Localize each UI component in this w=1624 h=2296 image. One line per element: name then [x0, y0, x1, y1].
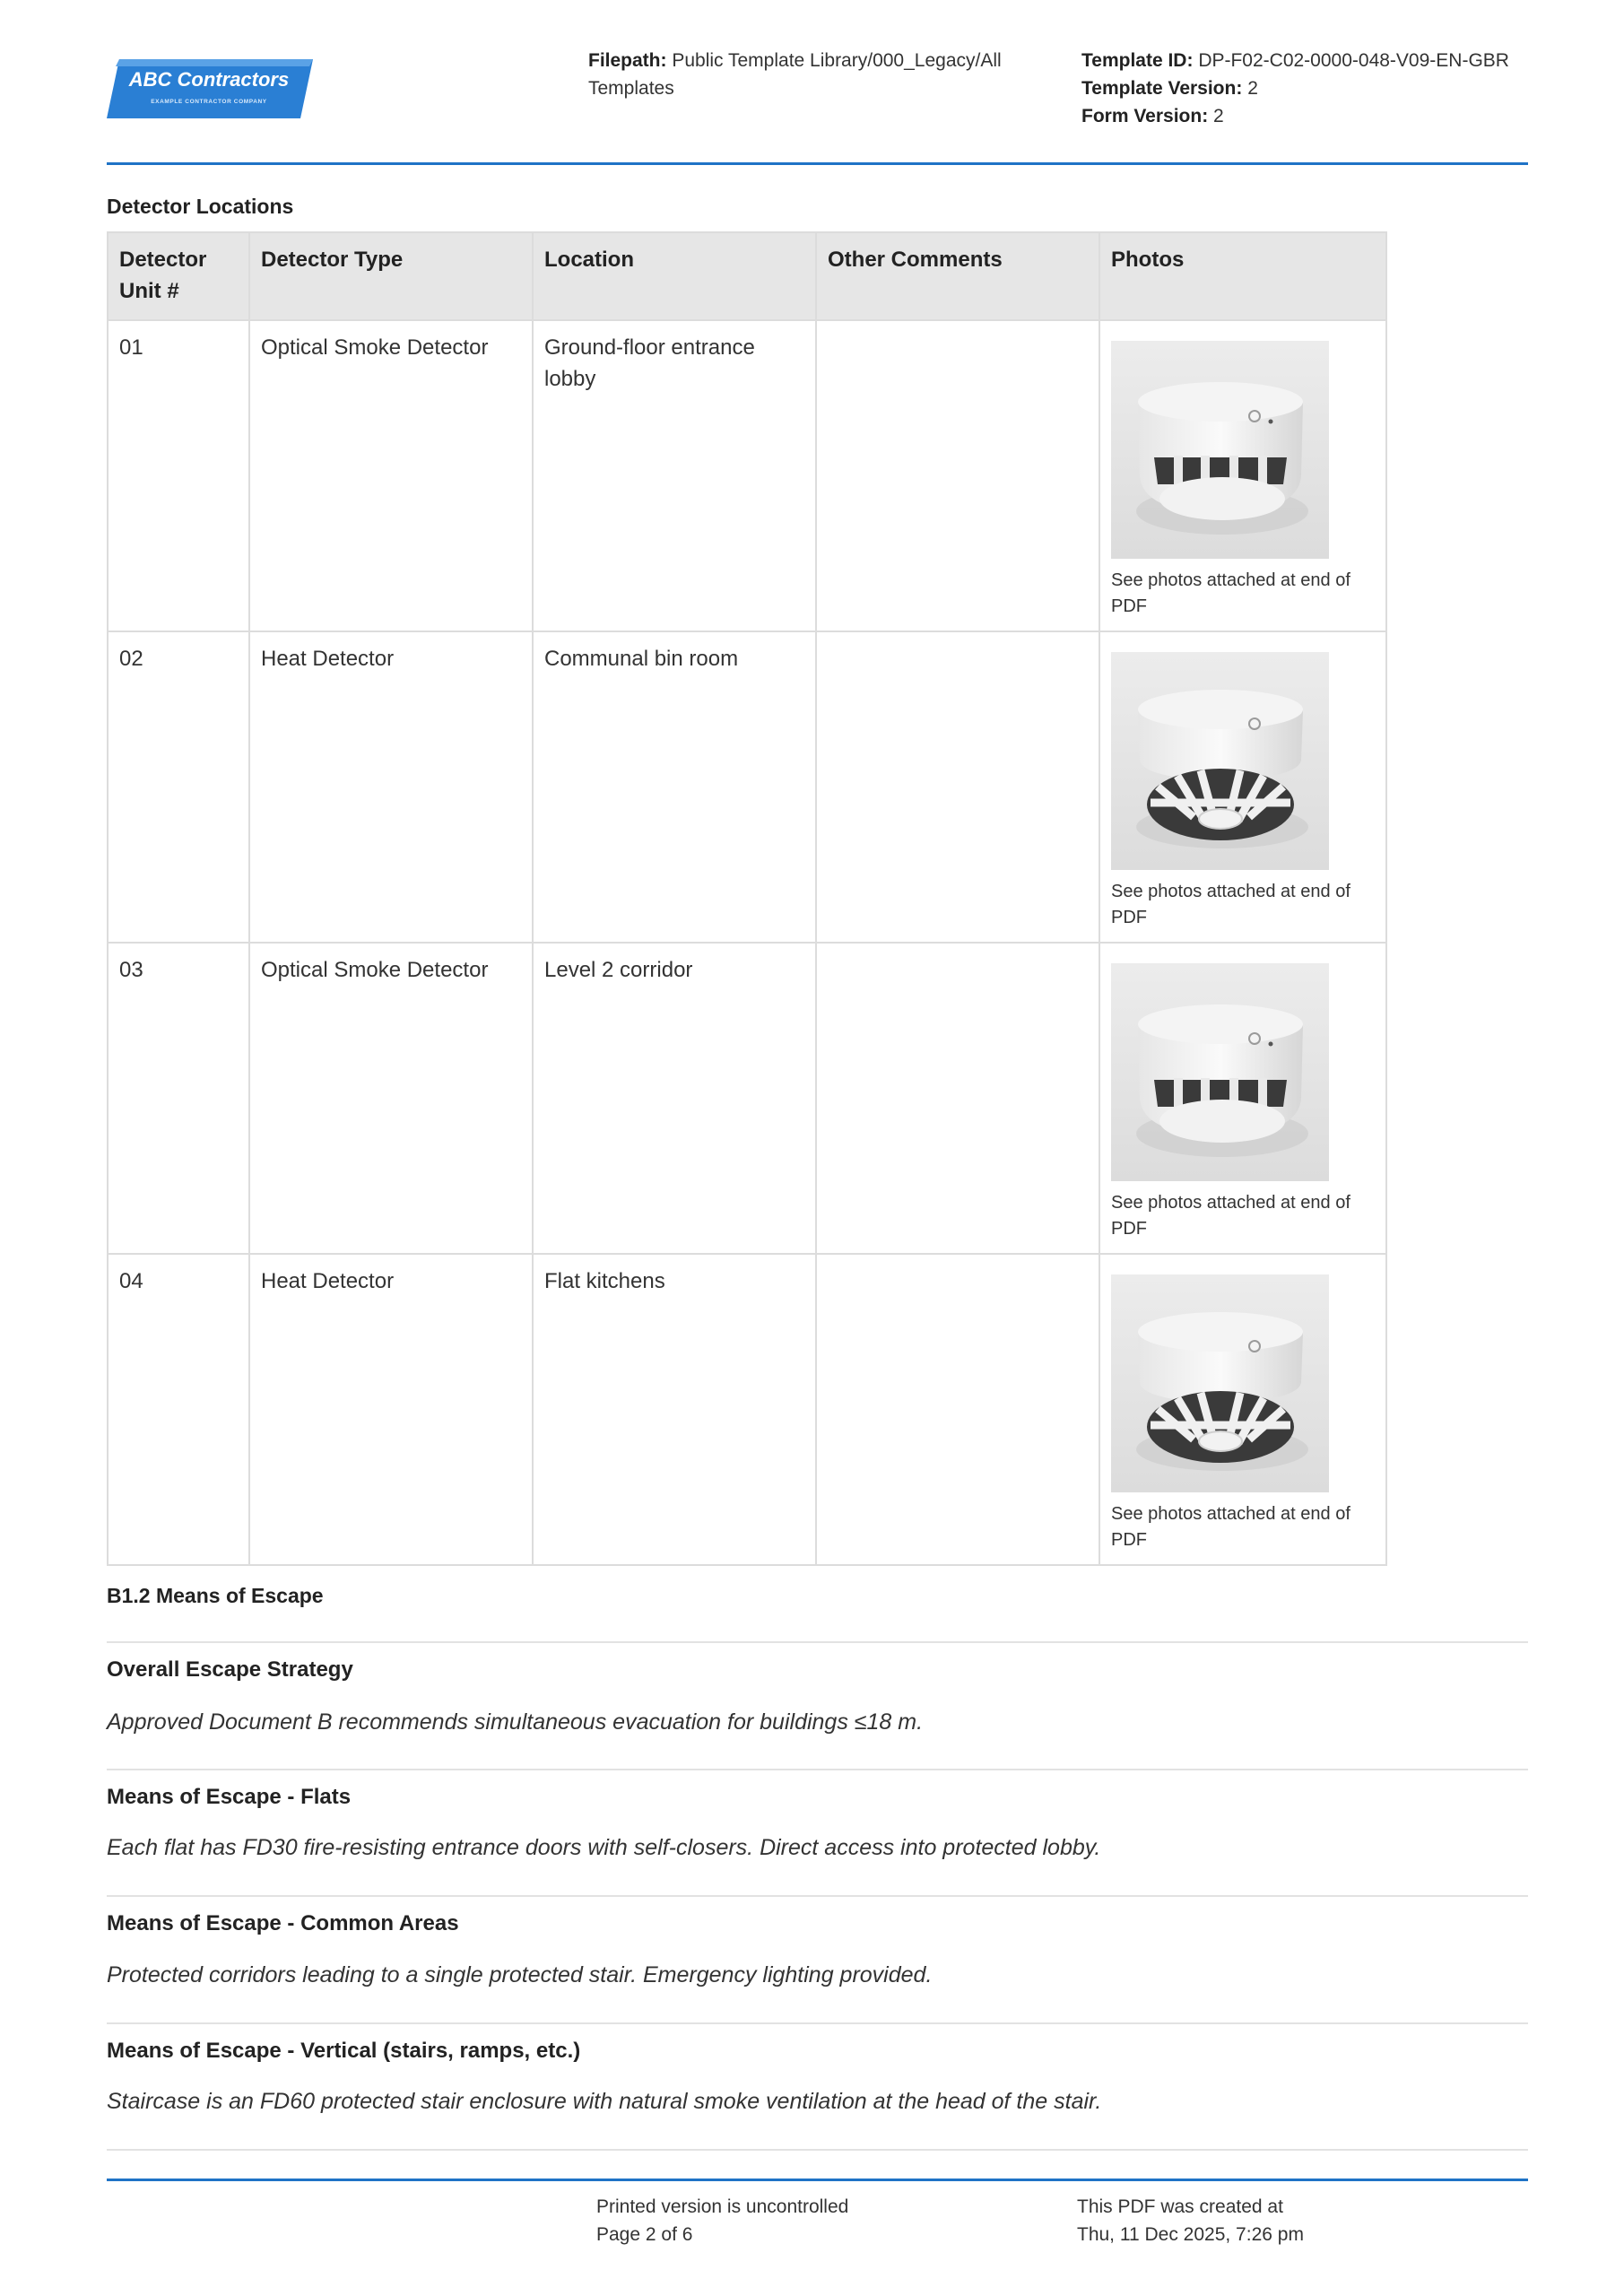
cell-unit: 04	[108, 1254, 249, 1565]
filepath-value: Public Template Library/000_Legacy/All Templates	[588, 50, 1002, 99]
table-header-row	[108, 232, 1386, 320]
template-version-value: 2	[1247, 78, 1258, 99]
column-header-photos: Photos	[1099, 232, 1386, 320]
header-divider	[107, 162, 1528, 165]
divider	[107, 2149, 1528, 2151]
photo-caption: See photos attached at end of PDF	[1111, 882, 1350, 927]
footer-created-info	[1077, 2193, 1304, 2248]
cell-comments	[816, 1254, 1099, 1565]
divider	[107, 1895, 1528, 1897]
created-label: This PDF was created at	[1077, 2196, 1283, 2217]
table-row	[108, 1254, 1386, 1565]
question-label-escape-common-areas: Means of Escape - Common Areas	[107, 1911, 459, 1935]
optical-smoke-detector-icon[interactable]	[1111, 963, 1329, 1181]
cell-comments	[816, 943, 1099, 1254]
cell-location: Flat kitchens	[533, 1254, 816, 1565]
question-label-escape-flats: Means of Escape - Flats	[107, 1785, 352, 1809]
section-title-means-of-escape: B1.2 Means of Escape	[107, 1584, 324, 1607]
cell-unit: 02	[108, 631, 249, 943]
filepath-block	[588, 47, 1037, 102]
svg-text:EXAMPLE CONTRACTOR COMPANY: EXAMPLE CONTRACTOR COMPANY	[151, 99, 267, 105]
photo-caption: See photos attached at end of PDF	[1111, 570, 1350, 616]
column-header-type: Detector Type	[249, 232, 533, 320]
template-id-value: DP-F02-C02-0000-048-V09-EN-GBR	[1198, 50, 1509, 71]
column-header-location: Location	[533, 232, 816, 320]
svg-text:ABC Contractors: ABC Contractors	[128, 68, 290, 91]
footer-divider	[107, 2179, 1528, 2181]
cell-unit: 01	[108, 320, 249, 631]
divider	[107, 2022, 1528, 2024]
column-header-unit: Detector Unit #	[108, 232, 249, 320]
template-version-label: Template Version:	[1081, 78, 1243, 99]
photo-caption: See photos attached at end of PDF	[1111, 1193, 1350, 1239]
footer-print-info	[596, 2193, 848, 2248]
cell-photos	[1099, 943, 1386, 1254]
heat-detector-icon[interactable]	[1111, 1274, 1329, 1492]
cell-location: Ground-floor entrance lobby	[533, 320, 816, 631]
divider	[107, 1641, 1528, 1643]
detector-locations-table	[107, 231, 1387, 1566]
cell-type: Heat Detector	[249, 631, 533, 943]
answer-escape-flats: Each flat has FD30 fire-resisting entrance doors with self-closers. Direct access into protected lobby.	[107, 1835, 1101, 1860]
cell-photos	[1099, 631, 1386, 943]
photo-caption: See photos attached at end of PDF	[1111, 1504, 1350, 1550]
cell-type: Optical Smoke Detector	[249, 943, 533, 1254]
section-title-detector-locations: Detector Locations	[107, 195, 294, 218]
table-row	[108, 320, 1386, 631]
cell-comments	[816, 631, 1099, 943]
cell-unit: 03	[108, 943, 249, 1254]
question-label-overall-escape-strategy: Overall Escape Strategy	[107, 1657, 353, 1682]
cell-type: Heat Detector	[249, 1254, 533, 1565]
answer-overall-escape-strategy: Approved Document B recommends simultaneous evacuation for buildings ≤18 m.	[107, 1709, 924, 1735]
heat-detector-icon[interactable]	[1111, 652, 1329, 870]
template-info-block	[1081, 47, 1530, 130]
answer-escape-common-areas: Protected corridors leading to a single protected stair. Emergency lighting provided.	[107, 1962, 933, 1987]
form-version-value: 2	[1213, 106, 1224, 126]
cell-type: Optical Smoke Detector	[249, 320, 533, 631]
uncontrolled-notice: Printed version is uncontrolled	[596, 2196, 849, 2217]
column-header-comments: Other Comments	[816, 232, 1099, 320]
cell-location: Communal bin room	[533, 631, 816, 943]
cell-comments	[816, 320, 1099, 631]
cell-location: Level 2 corridor	[533, 943, 816, 1254]
company-logo	[107, 59, 313, 118]
page-header	[107, 45, 1528, 165]
optical-smoke-detector-icon[interactable]	[1111, 341, 1329, 559]
template-id-label: Template ID:	[1081, 50, 1194, 71]
form-version-label: Form Version:	[1081, 106, 1209, 126]
page-number: Page 2 of 6	[596, 2224, 693, 2245]
divider	[107, 1769, 1528, 1770]
table-row	[108, 631, 1386, 943]
answer-escape-vertical: Staircase is an FD60 protected stair enclosure with natural smoke ventilation at the head of the stair.	[107, 2089, 1102, 2114]
filepath-label: Filepath:	[588, 50, 667, 71]
created-timestamp: Thu, 11 Dec 2025, 7:26 pm	[1077, 2224, 1304, 2245]
cell-photos	[1099, 320, 1386, 631]
table-row	[108, 943, 1386, 1254]
question-label-escape-vertical: Means of Escape - Vertical (stairs, ramps, etc.)	[107, 2039, 581, 2063]
cell-photos	[1099, 1254, 1386, 1565]
